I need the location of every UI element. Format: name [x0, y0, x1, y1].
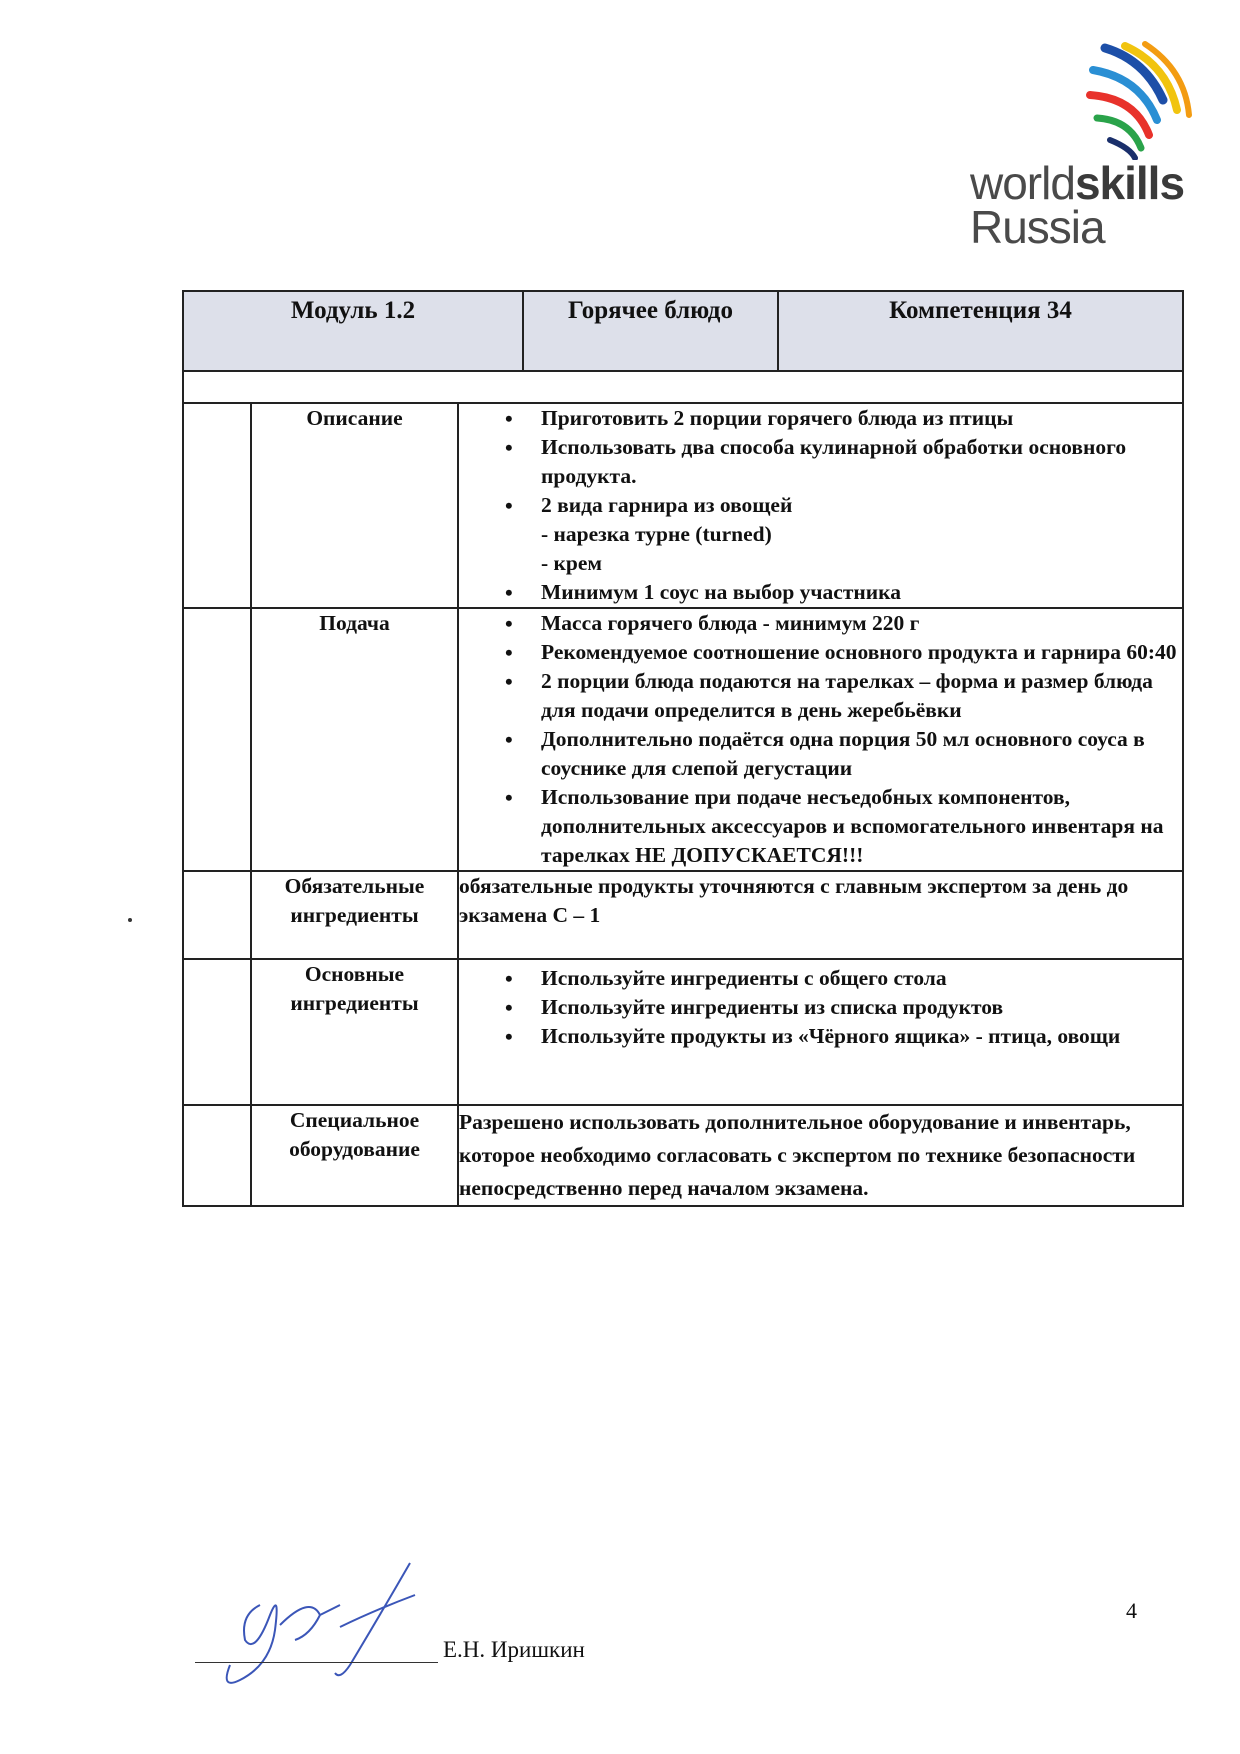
description-content [458, 403, 1183, 608]
logo-russia-text: Russia [970, 201, 1105, 253]
equipment-content: Разрешено использовать дополнительное оборудование и инвентарь, которое необходимо согласовать с экспертом по технике безопасности непосредственно перед началом экзамена. [458, 1105, 1183, 1206]
mandatory-content: обязательные продукты уточняются с главным экспертом за день до экзамена С – 1 [458, 871, 1183, 959]
list-item: • Минимум 1 соус на выбор участника [459, 578, 1182, 607]
signature-line [195, 1662, 438, 1663]
mandatory-row [183, 871, 1183, 959]
list-item: • Рекомендуемое соотношение основного продукта и гарнира 60:40 [459, 638, 1182, 667]
sub-item: - крем [541, 551, 603, 575]
module-header: Модуль 1.2 [183, 291, 523, 371]
signer-name: Е.Н. Иришкин [443, 1637, 585, 1662]
equipment-label: Специальное оборудование [251, 1105, 458, 1206]
header-row [183, 291, 1183, 371]
main-ingredients-content [458, 959, 1183, 1105]
list-item: • Дополнительно подаётся одна порция 50 мл основного соуса в соуснике для слепой дегустации [459, 725, 1182, 783]
description-row [183, 403, 1183, 608]
serving-label: Подача [251, 608, 458, 871]
mandatory-label: Обязательные ингредиенты [251, 871, 458, 959]
logo-skills-text: skills [1074, 157, 1185, 209]
list-item: • Использование при подаче несъедобных компонентов, дополнительных аксессуаров и вспомогательного инвентаря на тарелках НЕ ДОПУСКАЕТСЯ!!! [459, 783, 1182, 870]
main-ingredients-label: Основные ингредиенты [251, 959, 458, 1105]
signature-image [200, 1555, 460, 1685]
list-item: • 2 вида гарнира из овощей - нарезка турне (turned) - крем [459, 491, 1182, 578]
logo-world-text: world [970, 157, 1075, 209]
main-ingredients-row [183, 959, 1183, 1105]
description-label: Описание [251, 403, 458, 608]
serving-row [183, 608, 1183, 871]
spacer-row [183, 371, 1183, 403]
list-item: • Используйте продукты из «Чёрного ящика» - птица, овощи [459, 1022, 1182, 1051]
list-item: • Масса горячего блюда - минимум 220 г [459, 609, 1182, 638]
equipment-row [183, 1105, 1183, 1206]
serving-content [458, 608, 1183, 871]
dish-header: Горячее блюдо [523, 291, 778, 371]
list-item: • Использовать два способа кулинарной обработки основного продукта. [459, 433, 1182, 491]
module-table [182, 290, 1184, 1207]
list-item: • Используйте ингредиенты с общего стола [459, 964, 1182, 993]
sub-item: - нарезка турне (turned) [541, 522, 772, 546]
worldskills-emblem-icon [1085, 40, 1195, 160]
page-number: 4 [1126, 1598, 1137, 1623]
list-item: • Приготовить 2 порции горячего блюда из птицы [459, 404, 1182, 433]
stray-dot [128, 918, 132, 922]
competence-header: Компетенция 34 [778, 291, 1183, 371]
list-item: • Используйте ингредиенты из списка продуктов [459, 993, 1182, 1022]
worldskills-logo [970, 40, 1210, 253]
list-item: • 2 порции блюда подаются на тарелках – форма и размер блюда для подачи определится в день жеребьёвки [459, 667, 1182, 725]
